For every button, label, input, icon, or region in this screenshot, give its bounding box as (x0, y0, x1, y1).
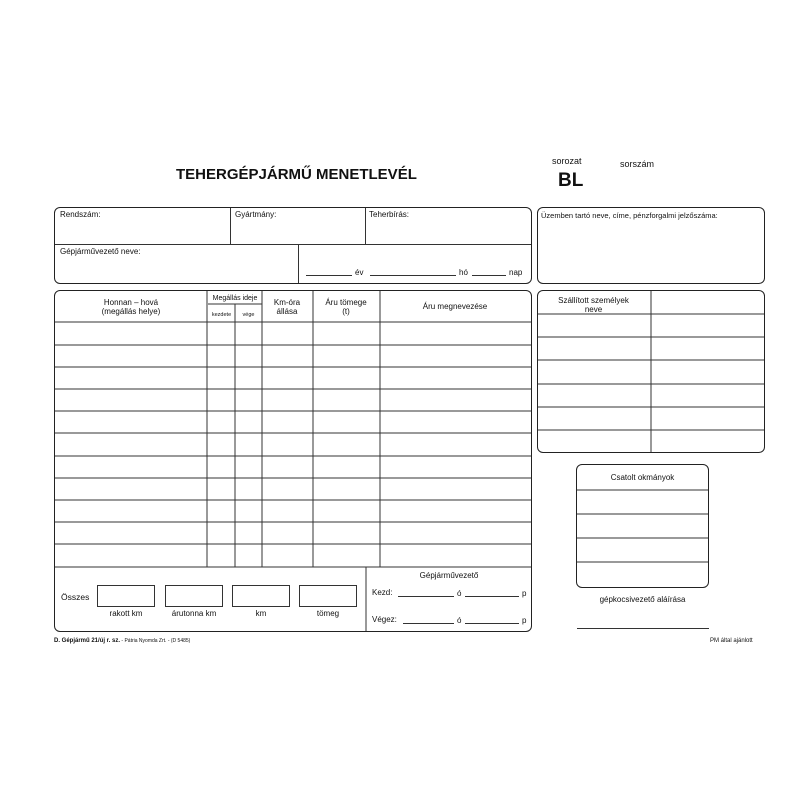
series-code: BL (558, 170, 584, 191)
trip-table (54, 290, 532, 632)
nap-label: nap (509, 268, 523, 277)
form-code-text: D. Gépjármű 21/új r. sz. (54, 638, 121, 644)
sorszam-label: sorszám (620, 159, 655, 169)
col-stop-time-header: Megállás ideje (212, 295, 258, 302)
operator-label: Üzemben tartó neve, címe, pénzforgalmi jelzőszáma: (541, 211, 718, 220)
rendszam-field[interactable]: Rendszám: (60, 210, 101, 219)
totals-label: Összes (61, 592, 90, 602)
col-start-header: kezdete (211, 312, 232, 318)
vegez-o-label: ó (457, 616, 462, 625)
vegez-p-label: p (522, 616, 527, 625)
signature-line[interactable] (577, 628, 709, 629)
kezd-label: Kezd: (372, 588, 393, 597)
kezd-minute-field[interactable] (465, 596, 519, 597)
teherbiras-field[interactable]: Teherbírás: (369, 210, 410, 219)
ev-label: év (355, 268, 364, 277)
passengers-label: Szállított személyek neve (558, 296, 629, 314)
col-goods-header: Áru megnevezése (422, 302, 488, 311)
km-label: km (255, 609, 267, 618)
attached-documents-box (576, 464, 709, 588)
tomeg-box[interactable] (299, 585, 357, 607)
gyartmany-field[interactable]: Gyártmány: (235, 210, 277, 219)
passengers-table (537, 290, 765, 453)
arutonna-km-box[interactable] (165, 585, 223, 607)
arutonna-km-label: árutonna km (171, 609, 217, 618)
tomeg-label: tömeg (316, 609, 340, 618)
rakott-km-box[interactable] (97, 585, 155, 607)
recommended-label: PM által ajánlott (710, 638, 753, 644)
driver-name-field[interactable]: Gépjárművezető neve: (60, 247, 141, 256)
vegez-minute-field[interactable] (465, 623, 519, 624)
col-route-header: Honnan – hová (megállás helye) (101, 298, 161, 316)
kezd-o-label: ó (457, 589, 462, 598)
col-km-header: Km-óra állása (273, 298, 301, 316)
col-weight-header: Áru tömege (t) (325, 298, 367, 316)
vegez-label: Végez: (372, 615, 397, 624)
driver-times-label: Gépjárművezető (419, 571, 479, 580)
vegez-hour-field[interactable] (403, 623, 454, 624)
col-end-header: vége (242, 312, 255, 318)
signature-label: gépkocsivezető aláírása (599, 595, 686, 604)
kezd-hour-field[interactable] (398, 596, 454, 597)
form-code (54, 638, 190, 644)
printer-text: - Pátria Nyomda Zrt. - (D 5485) (120, 638, 191, 644)
sorozat-label: sorozat (552, 156, 582, 166)
km-box[interactable] (232, 585, 290, 607)
rakott-km-label: rakott km (109, 609, 143, 618)
form-title: TEHERGÉPJÁRMŰ MENETLEVÉL (176, 166, 417, 183)
ho-label: hó (459, 268, 468, 277)
kezd-p-label: p (522, 589, 527, 598)
documents-label: Csatolt okmányok (610, 473, 675, 482)
